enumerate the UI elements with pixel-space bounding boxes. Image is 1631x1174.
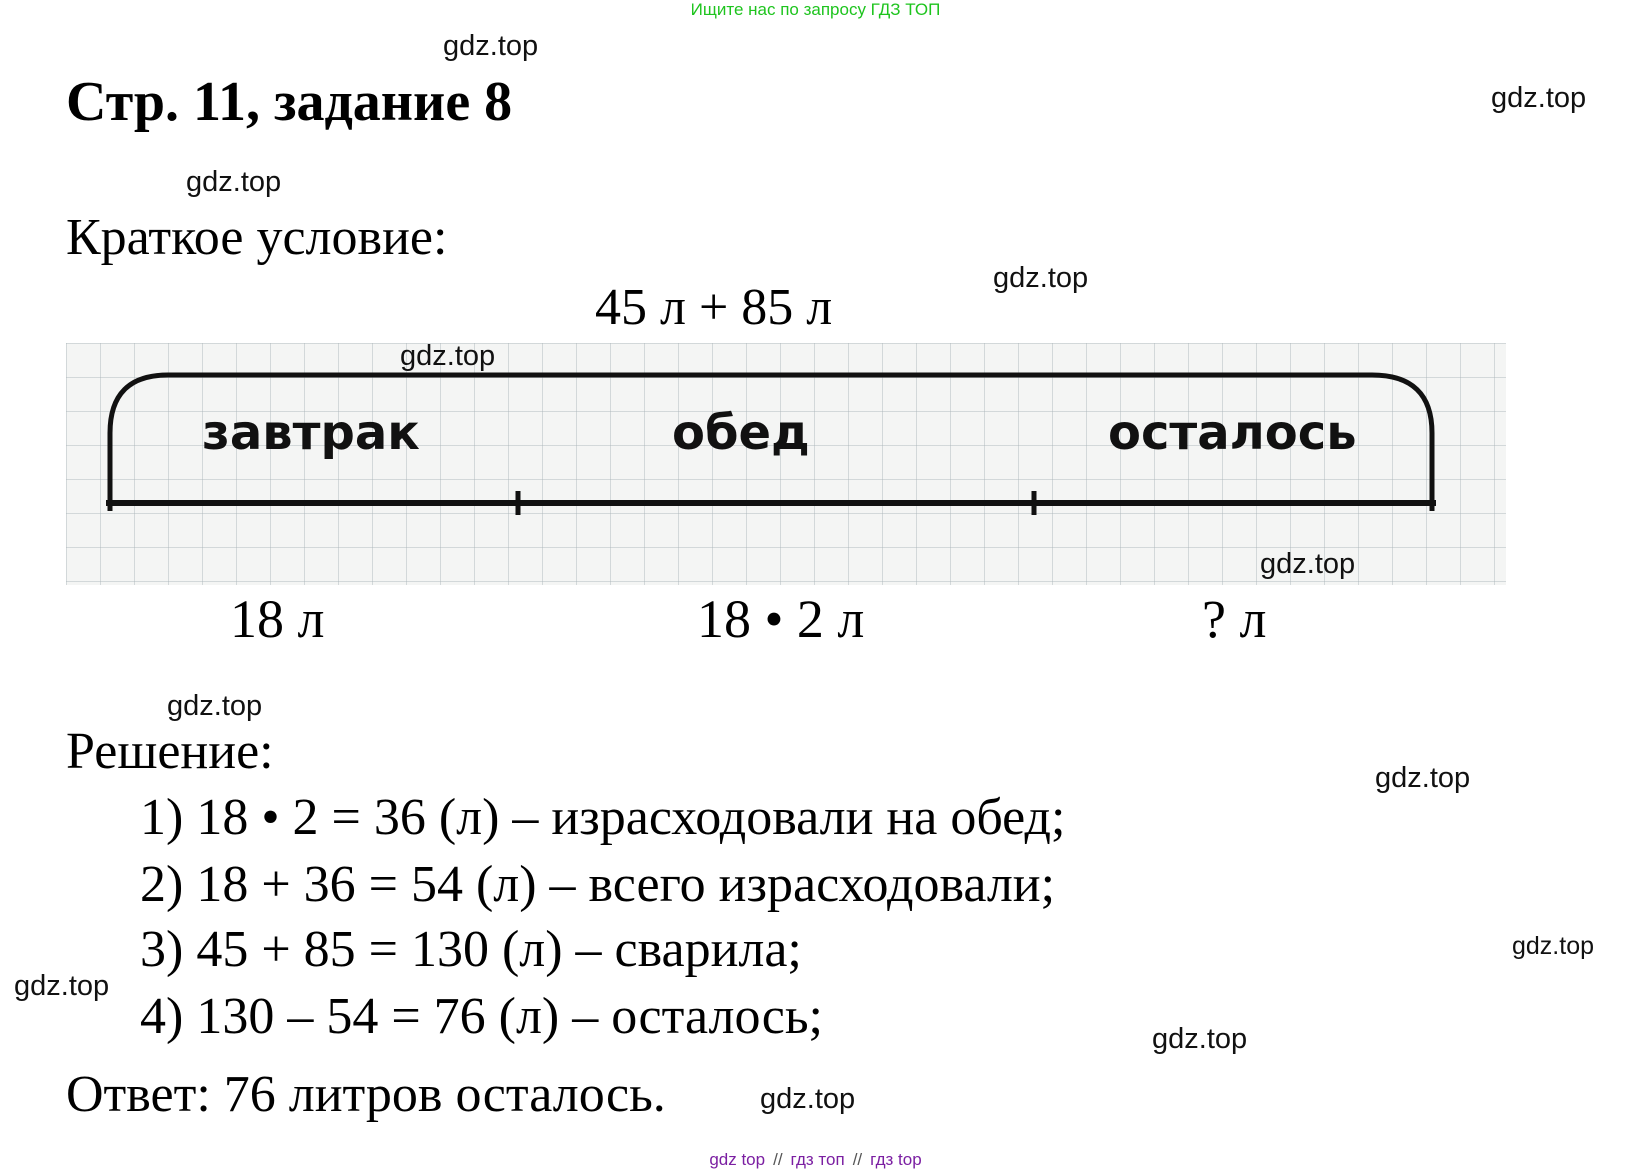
watermark: gdz.top <box>1375 762 1471 794</box>
watermark: gdz.top <box>760 1083 856 1115</box>
watermark: gdz.top <box>1491 82 1587 114</box>
total-label: 45 л + 85 л <box>595 279 833 336</box>
footer-separator: // <box>852 1150 863 1169</box>
condition-heading: Краткое условие: <box>66 209 448 266</box>
watermark: gdz.top <box>14 970 110 1002</box>
segment-label-breakfast: завтрак <box>202 405 420 461</box>
answer-line: Ответ: 76 литров осталось. <box>66 1066 666 1123</box>
segment-value-remaining: ? л <box>1202 589 1267 649</box>
segment-value-breakfast: 18 л <box>230 589 325 649</box>
segment-value-lunch: 18 • 2 л <box>697 589 865 649</box>
segment-label-lunch: обед <box>672 405 810 461</box>
footer-separator: // <box>773 1150 783 1169</box>
footer-links <box>0 1150 1631 1170</box>
watermark: gdz.top <box>443 30 539 62</box>
solution-step: 2) 18 + 36 = 54 (л) – всего израсходовали; <box>140 856 1056 913</box>
watermark: gdz.top <box>1152 1023 1248 1055</box>
watermark: gdz.top <box>993 262 1089 294</box>
search-banner[interactable]: Ищите нас по запросу ГДЗ ТОП <box>690 0 941 19</box>
footer-link[interactable]: гдз top <box>870 1150 922 1169</box>
segment-label-remaining: осталось <box>1108 405 1357 461</box>
solution-step: 4) 130 – 54 = 76 (л) – осталось; <box>140 988 823 1045</box>
watermark: gdz.top <box>400 340 496 372</box>
watermark: gdz.top <box>1260 548 1356 580</box>
watermark: gdz.top <box>186 166 282 198</box>
watermark: gdz.top <box>167 690 263 722</box>
page-title: Стр. 11, задание 8 <box>66 71 513 133</box>
watermark: gdz.top <box>1512 932 1595 960</box>
footer-link[interactable]: gdz top <box>709 1150 766 1169</box>
solution-step: 3) 45 + 85 = 130 (л) – сварила; <box>140 921 802 978</box>
solution-heading: Решение: <box>66 723 274 780</box>
solution-step: 1) 18 • 2 = 36 (л) – израсходовали на обед; <box>140 789 1066 846</box>
footer-link[interactable]: гдз топ <box>790 1150 845 1169</box>
